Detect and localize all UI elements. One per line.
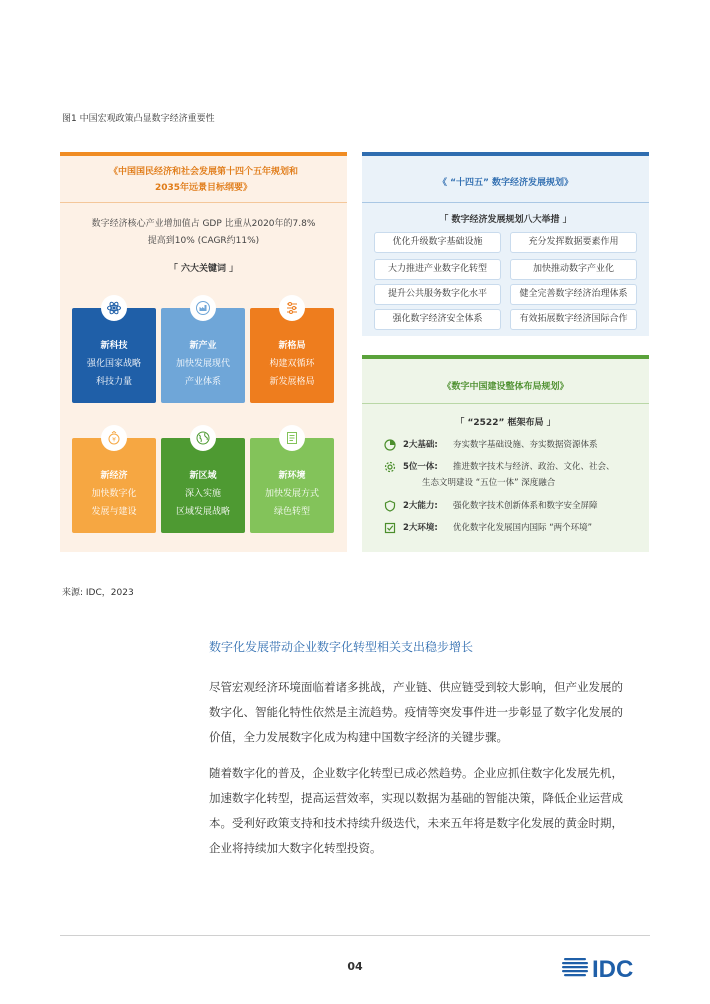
row-label: 5位一体: [403,462,438,472]
idc-logo [562,950,650,982]
shield-icon [384,500,396,512]
atom-icon [101,295,127,321]
card-line: 加快发展方式 [264,489,319,499]
digital-china-plan-panel [362,355,649,552]
card-title: 新产业 [189,341,217,351]
card-line: 区域发展战略 [175,507,230,517]
industry-icon [190,295,216,321]
paragraph-1: 尽管宏观经济环境面临着诸多挑战，产业链、供应链受到较大影响，但产业发展的 数字化、智能化特性依然是主流趋势。疫情等突发事件进一步彰显了数字化发展的 价值，全力发展数字化成为构建中国数字经济的关键步骤。 [209,680,623,744]
keyword-card-new-environment [250,438,334,533]
paragraph-2: 随着数字化的普及，企业数字化转型已成必然趋势。企业应抓住数字化发展先机， 加速数字化转型，提高运营效率，实现以数据为基础的智能决策，降低企业运营成 本。受利好政策支持和技术持续升级迭代，未来五年将是数字化发展的黄金时期， 企业将持续加大数字化转型投资。 [209,766,623,855]
measure-box: 充分发挥数据要素作用 [510,232,637,253]
panel-accent-bar [362,355,649,359]
source-note: 来源: IDC，2023 [62,588,134,598]
card-line: 强化国家战略 [86,359,141,369]
row-label: 2大能力: [403,501,438,511]
left-panel-title: 《中国国民经济和社会发展第十四个五年规划和 2035年远景目标纲要》 [108,167,298,193]
svg-text:¥: ¥ [112,436,116,444]
measure-box: 健全完善数字经济治理体系 [510,284,637,305]
card-line: 深入实施 [184,489,221,499]
divider [60,202,347,203]
panel-accent-bar [60,152,347,156]
card-line: 加快发展现代 [175,359,230,369]
card-line: 产业体系 [184,377,221,387]
footer-divider [60,935,650,936]
figure-caption: 图1 中国宏观政策凸显数字经济重要性 [62,114,215,124]
gear-icon [384,461,396,473]
card-line: 绿色转型 [273,507,310,517]
card-line: 科技力量 [95,377,132,387]
keyword-card-new-tech [72,308,156,403]
measure-box: 有效拓展数字经济国际合作 [510,309,637,330]
panel-accent-bar [362,152,649,156]
keyword-card-new-industry [161,308,245,403]
row-label: 2大环境: [403,523,438,533]
card-line: 加快数字化 [91,489,137,499]
section-title: 数字化发展带动企业数字化转型相关支出稳步增长 [209,640,474,654]
pie-chart-icon [384,439,396,451]
card-line: 新发展格局 [269,377,315,387]
keyword-card-new-pattern [250,308,334,403]
rt-panel-title: 《 “十四五” 数字经济发展规划》 [437,178,574,188]
keyword-card-new-economy [72,438,156,533]
card-title: 新环境 [278,471,306,481]
measure-box: 提升公共服务数字化水平 [374,284,501,305]
divider [362,403,649,404]
rt-panel-subtitle: 「 数字经济发展规划八大举措 」 [439,215,572,225]
keywords-title: 「 六大关键词 」 [168,264,239,274]
measure-box: 强化数字经济安全体系 [374,309,501,330]
rb-panel-subtitle: 「 “2522” 框架布局 」 [455,418,556,428]
left-panel-description: 数字经济核心产业增加值占 GDP 比重从2020年的7.8% 提高到10% (CAGR约11%) [91,219,316,246]
globe-icon [190,425,216,451]
measure-box: 加快推动数字产业化 [510,259,637,280]
row-label: 2大基础: [403,440,438,450]
card-title: 新区域 [189,471,217,481]
row-text: 夯实数字基础设施、夯实数据资源体系 [453,440,598,450]
page-number: 04 [347,960,363,973]
card-title: 新科技 [100,341,128,351]
sliders-icon [279,295,305,321]
row-text: 强化数字技术创新体系和数字安全屏障 [453,501,598,511]
row-text: 优化数字化发展国内国际 “两个环境” [453,523,593,533]
rb-panel-title: 《数字中国建设整体布局规划》 [442,382,569,392]
row-text: 推进数字技术与经济、政治、文化、社会、 [453,462,615,472]
card-title: 新格局 [278,341,306,351]
checkbox-icon [384,522,396,534]
keyword-card-new-region [161,438,245,533]
svg-text:IDC: IDC [592,956,634,982]
digital-economy-plan-panel [362,152,649,336]
card-title: 新经济 [100,471,128,481]
measure-box: 大力推进产业数字化转型 [374,259,501,280]
measure-box: 优化升级数字基础设施 [374,232,501,253]
coin-icon [101,425,127,451]
card-line: 发展与建设 [91,507,137,517]
divider [362,202,649,203]
card-line: 构建双循环 [269,359,315,369]
document-icon [279,425,305,451]
left-policy-panel [60,152,347,552]
row-text-continued: 生态文明建设 “五位一体” 深度融合 [422,478,556,488]
